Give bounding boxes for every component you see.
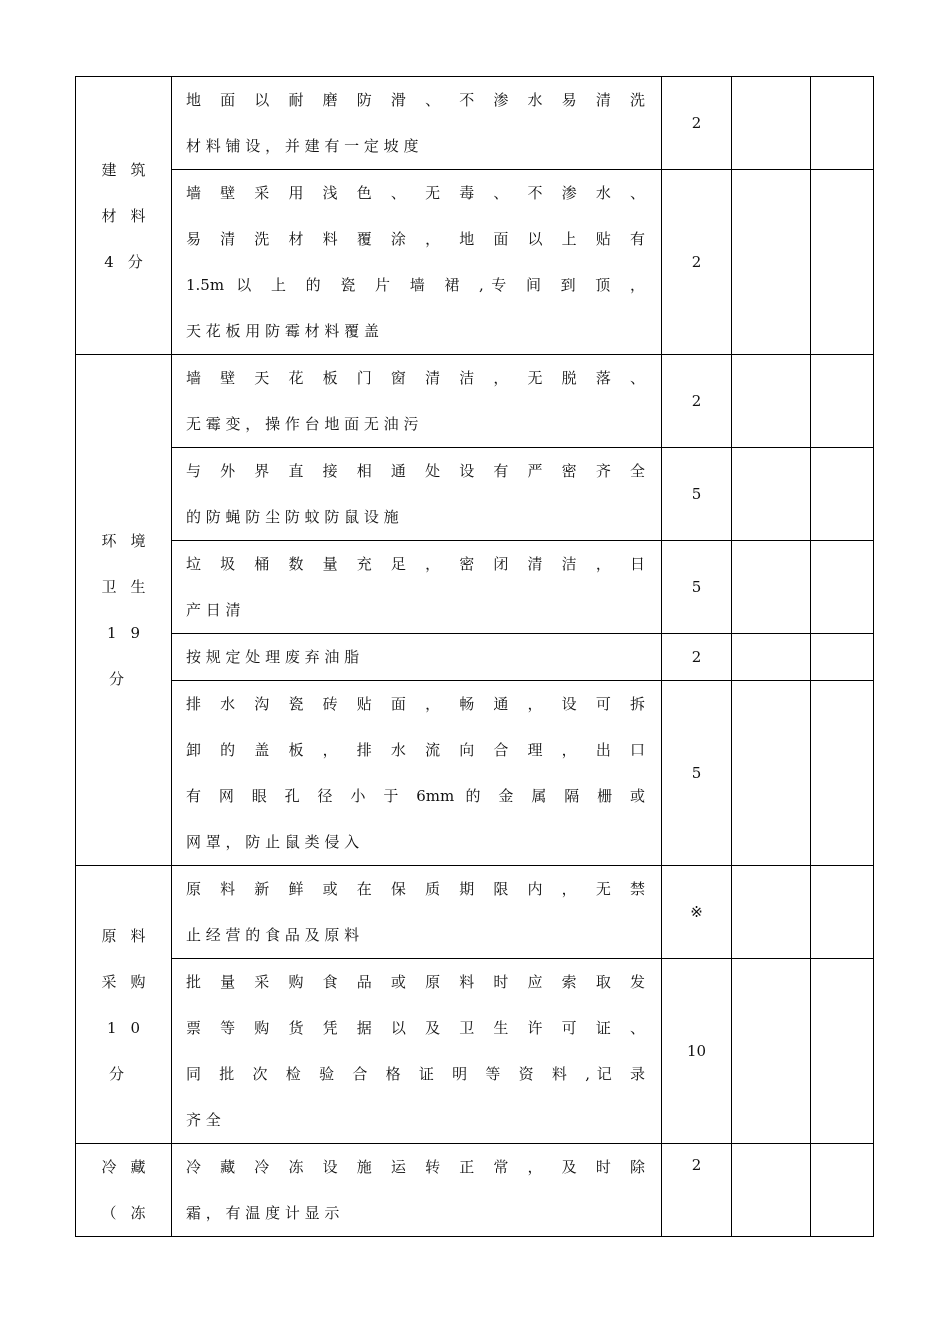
- evaluation-cell[interactable]: [732, 866, 811, 959]
- item-line: 霜 ， 有 温 度 计 显 示: [186, 1204, 340, 1222]
- item-cell: [172, 170, 662, 355]
- evaluation-cell[interactable]: [732, 681, 811, 866]
- item-cell: [172, 355, 662, 448]
- category-label: 卫生: [101, 578, 160, 596]
- remark-cell[interactable]: [811, 866, 874, 959]
- item-line: 无 霉 变 ， 操 作 台 地 面 无 油 污: [186, 415, 419, 433]
- item-line: 冷 藏 冷 冻 设 施 运 转 正 常 ， 及 时 除: [186, 1158, 645, 1176]
- evaluation-cell[interactable]: [732, 634, 811, 681]
- table-row: [76, 170, 874, 355]
- table-row: [76, 541, 874, 634]
- category-label: 10 分: [106, 1018, 155, 1083]
- item-cell: [172, 448, 662, 541]
- evaluation-cell[interactable]: [732, 355, 811, 448]
- category-label: 材料: [101, 206, 160, 225]
- table-row: [76, 634, 874, 681]
- category-cell: [76, 1144, 172, 1237]
- item-line: 按 规 定 处 理 废 弃 油 脂: [186, 648, 360, 666]
- item-line: 产 日 清: [186, 601, 241, 619]
- item-line: 与 外 界 直 接 相 通 处 设 有 严 密 齐 全: [186, 462, 645, 480]
- category-label: 采购: [101, 972, 160, 991]
- item-line: 天 花 板 用 防 霉 材 料 覆 盖: [186, 322, 379, 340]
- category-label: （冻: [101, 1204, 160, 1222]
- remark-cell[interactable]: [811, 448, 874, 541]
- remark-cell[interactable]: [811, 541, 874, 634]
- category-label: 冷藏: [101, 1158, 160, 1176]
- score-cell: ※: [662, 866, 732, 959]
- item-line: 易 清 洗 材 料 覆 涂 ， 地 面 以 上 贴 有: [186, 230, 645, 248]
- evaluation-cell[interactable]: [732, 1144, 811, 1237]
- evaluation-cell[interactable]: [732, 541, 811, 634]
- remark-cell[interactable]: [811, 959, 874, 1144]
- item-cell: [172, 866, 662, 959]
- inspection-table: [75, 76, 874, 1237]
- item-line: 有 网 眼 孔 径 小 于 6mm 的 金 属 隔 栅 或: [186, 787, 645, 805]
- category-cell: [76, 866, 172, 1144]
- item-line: 1.5m 以 上 的 瓷 片 墙 裙 ,专 间 到 顶 ，: [186, 276, 645, 294]
- score-cell: 2: [662, 1144, 732, 1237]
- item-cell: [172, 681, 662, 866]
- item-line: 同 批 次 检 验 合 格 证 明 等 资 料 ,记 录: [186, 1065, 645, 1083]
- evaluation-cell[interactable]: [732, 448, 811, 541]
- score-cell: 5: [662, 448, 732, 541]
- remark-cell[interactable]: [811, 77, 874, 170]
- table-row: [76, 959, 874, 1144]
- table-body: [76, 77, 874, 1237]
- score-cell: 2: [662, 77, 732, 170]
- score-cell: 2: [662, 355, 732, 448]
- category-cell: [76, 77, 172, 355]
- item-line: 材 料 铺 设 ， 并 建 有 一 定 坡 度: [186, 137, 419, 155]
- evaluation-cell[interactable]: [732, 170, 811, 355]
- remark-cell[interactable]: [811, 681, 874, 866]
- item-line: 批 量 采 购 食 品 或 原 料 时 应 索 取 发: [186, 973, 645, 991]
- remark-cell[interactable]: [811, 634, 874, 681]
- category-cell: [76, 355, 172, 866]
- item-line: 卸 的 盖 板 ， 排 水 流 向 合 理 ， 出 口: [186, 741, 645, 759]
- score-cell: 5: [662, 541, 732, 634]
- score-cell: 2: [662, 634, 732, 681]
- remark-cell[interactable]: [811, 355, 874, 448]
- table-row: [76, 355, 874, 448]
- item-line: 齐 全: [186, 1111, 221, 1129]
- item-line: 墙 壁 采 用 浅 色 、 无 毒 、 不 渗 水 、: [186, 184, 645, 202]
- category-label: 建筑: [101, 160, 160, 179]
- category-label: 4分: [104, 252, 157, 271]
- item-line: 原 料 新 鲜 或 在 保 质 期 限 内 ， 无 禁: [186, 880, 645, 898]
- item-cell: [172, 1144, 662, 1237]
- table-row: [76, 866, 874, 959]
- evaluation-cell[interactable]: [732, 77, 811, 170]
- remark-cell[interactable]: [811, 1144, 874, 1237]
- item-cell: [172, 541, 662, 634]
- item-cell: [172, 959, 662, 1144]
- table-row: [76, 681, 874, 866]
- item-cell: [172, 634, 662, 681]
- category-label: 环境: [101, 532, 160, 550]
- score-cell: 5: [662, 681, 732, 866]
- score-cell: 10: [662, 959, 732, 1144]
- item-line: 票 等 购 货 凭 据 以 及 卫 生 许 可 证 、: [186, 1019, 645, 1037]
- item-cell: [172, 77, 662, 170]
- item-line: 垃 圾 桶 数 量 充 足 ， 密 闭 清 洁 ， 日: [186, 555, 645, 573]
- item-line: 网 罩 ， 防 止 鼠 类 侵 入: [186, 833, 360, 851]
- table-row: [76, 448, 874, 541]
- score-cell: 2: [662, 170, 732, 355]
- item-line: 地 面 以 耐 磨 防 滑 、 不 渗 水 易 清 洗: [186, 91, 645, 109]
- table-row: [76, 1144, 874, 1237]
- item-line: 墙 壁 天 花 板 门 窗 清 洁 ， 无 脱 落 、: [186, 369, 645, 387]
- item-line: 排 水 沟 瓷 砖 贴 面 ， 畅 通 ， 设 可 拆: [186, 695, 645, 713]
- item-line: 止 经 营 的 食 品 及 原 料: [186, 926, 360, 944]
- table-row: [76, 77, 874, 170]
- category-label: 19 分: [106, 624, 155, 688]
- remark-cell[interactable]: [811, 170, 874, 355]
- item-line: 的 防 蝇 防 尘 防 蚊 防 鼠 设 施: [186, 508, 399, 526]
- evaluation-cell[interactable]: [732, 959, 811, 1144]
- category-label: 原料: [101, 926, 160, 945]
